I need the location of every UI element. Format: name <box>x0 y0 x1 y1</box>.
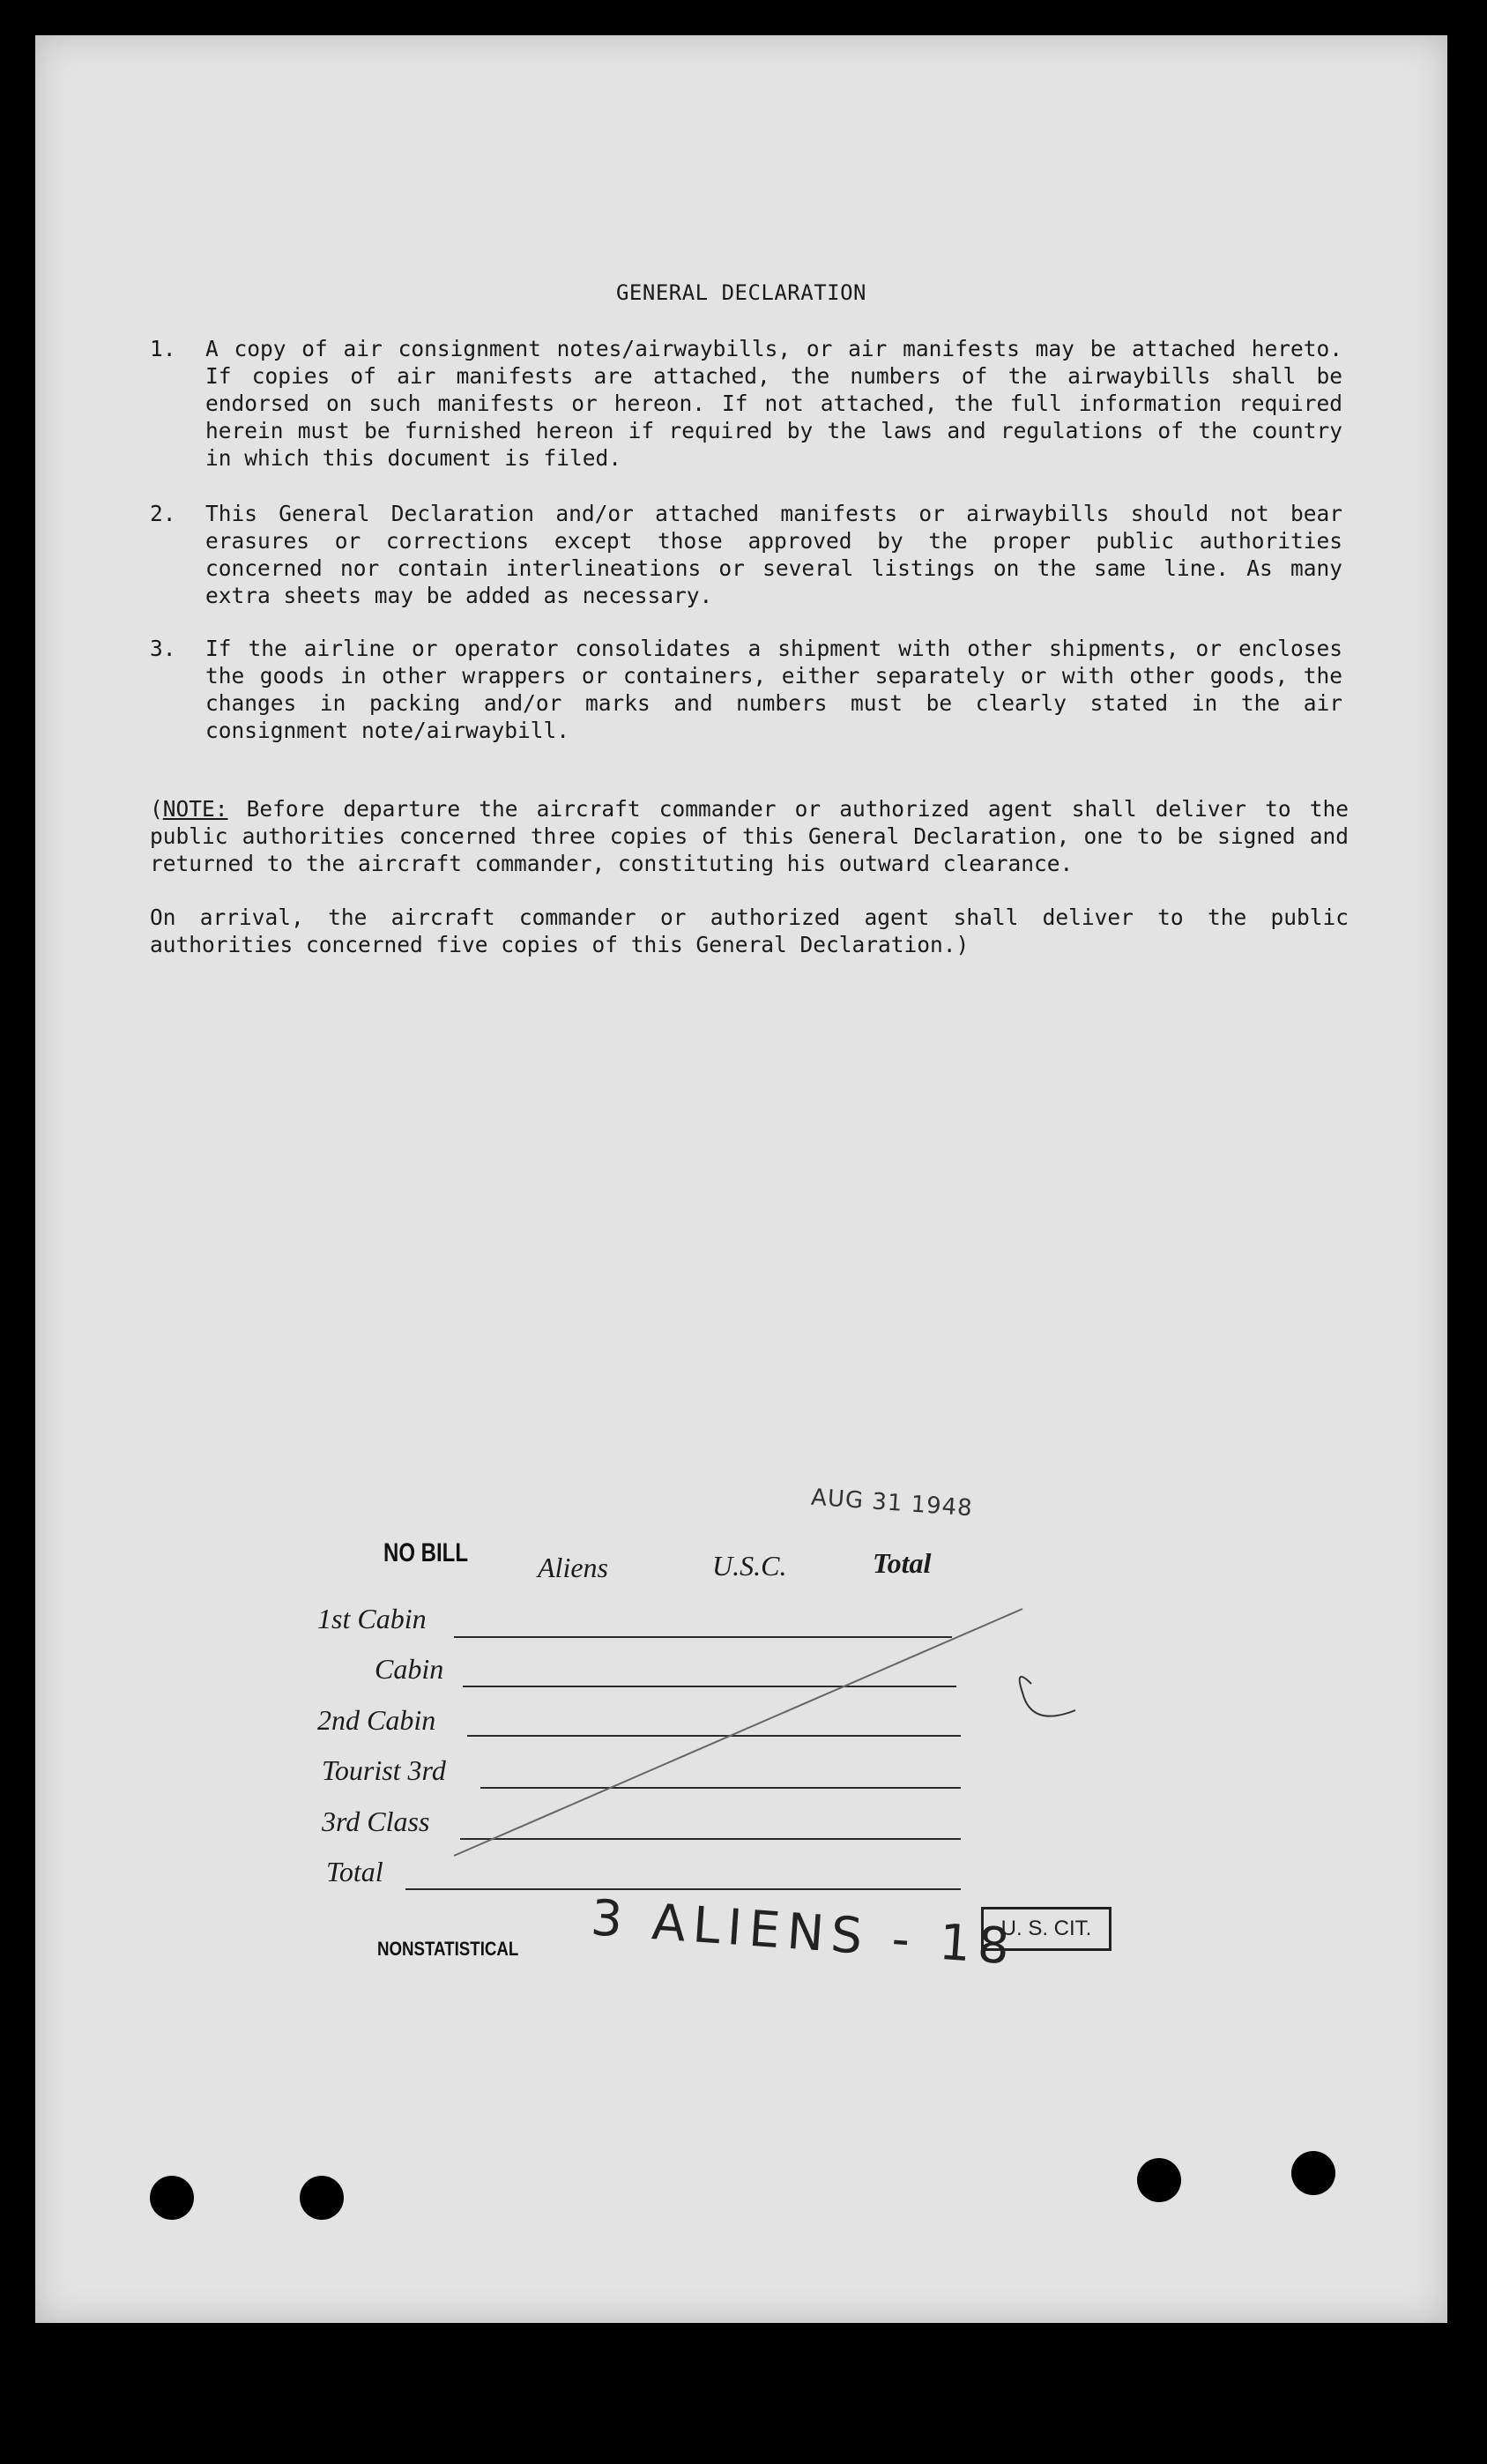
arrival-paragraph: On arrival, the aircraft commander or authorized agent shall deliver to the public authorities concerned five copies of this General Declaration.) <box>150 904 1349 957</box>
row-line <box>405 1888 961 1890</box>
note-text: Before departure the aircraft commander or authorized agent shall deliver to the public authorities concerned three copies of this General Declaration, one to be signed and returned to the aircraft commander, constituting his outward clearance. <box>150 796 1349 876</box>
note-paragraph <box>150 795 1349 877</box>
row-3rd-class: 3rd Class <box>322 1805 430 1837</box>
row-line <box>463 1686 956 1687</box>
item-number: 2. <box>150 501 176 526</box>
no-bill-stamp: NO BILL <box>383 1538 468 1567</box>
row-total: Total <box>326 1856 383 1887</box>
item-text: If the airline or operator consolidates a shipment with other shipments, or encloses the goods in other wrappers or containers, either separately or with other goods, the changes in packing and/or marks and numbers must be clearly stated in the air consignment note/airwaybill. <box>205 636 1342 743</box>
row-cabin: Cabin <box>375 1653 444 1685</box>
row-1st-cabin: 1st Cabin <box>317 1603 427 1634</box>
list-item <box>150 635 1349 749</box>
column-aliens: Aliens <box>538 1552 608 1583</box>
punch-hole <box>1291 2151 1335 2195</box>
note-open: ( <box>150 796 163 822</box>
handwritten-note: 3 ALIENS - 18 <box>589 1889 1019 1976</box>
document-title: GENERAL DECLARATION <box>615 280 867 305</box>
column-total: Total <box>873 1547 932 1579</box>
item-text: This General Declaration and/or attached manifests or airwaybills should not bear erasures or corrections except those approved by the proper public authorities concerned nor contain interlineations or several listings on the same line. As many extra sheets may be added as necessary. <box>205 501 1342 608</box>
item-number: 1. <box>150 336 176 361</box>
row-line <box>460 1838 961 1840</box>
document-page <box>35 35 1447 2323</box>
row-tourist-3rd: Tourist 3rd <box>322 1754 446 1786</box>
us-cit-stamp: U. S. CIT. <box>981 1907 1112 1951</box>
column-usc: U.S.C. <box>712 1550 787 1582</box>
punch-hole <box>300 2176 344 2220</box>
row-line <box>467 1735 961 1737</box>
nonstatistical-stamp: NONSTATISTICAL <box>377 1938 519 1960</box>
item-text: A copy of air consignment notes/airwaybills, or air manifests may be attached hereto. If copies of air manifests are attached, the numbers of the airwaybills shall be endorsed on such manifests or hereon. If not attached, the full information required herein must be furnished hereon if required by the laws and regulations of the country in which this document is filed. <box>205 336 1342 471</box>
row-line <box>454 1636 952 1638</box>
item-number: 3. <box>150 636 176 661</box>
punch-hole <box>150 2176 194 2220</box>
row-line <box>480 1787 961 1789</box>
list-item <box>150 335 1349 471</box>
punch-hole <box>1137 2158 1181 2202</box>
note-label: NOTE: <box>162 796 228 822</box>
list-item <box>150 500 1349 614</box>
row-2nd-cabin: 2nd Cabin <box>317 1704 436 1736</box>
date-stamp: AUG 31 1948 <box>810 1484 974 1522</box>
